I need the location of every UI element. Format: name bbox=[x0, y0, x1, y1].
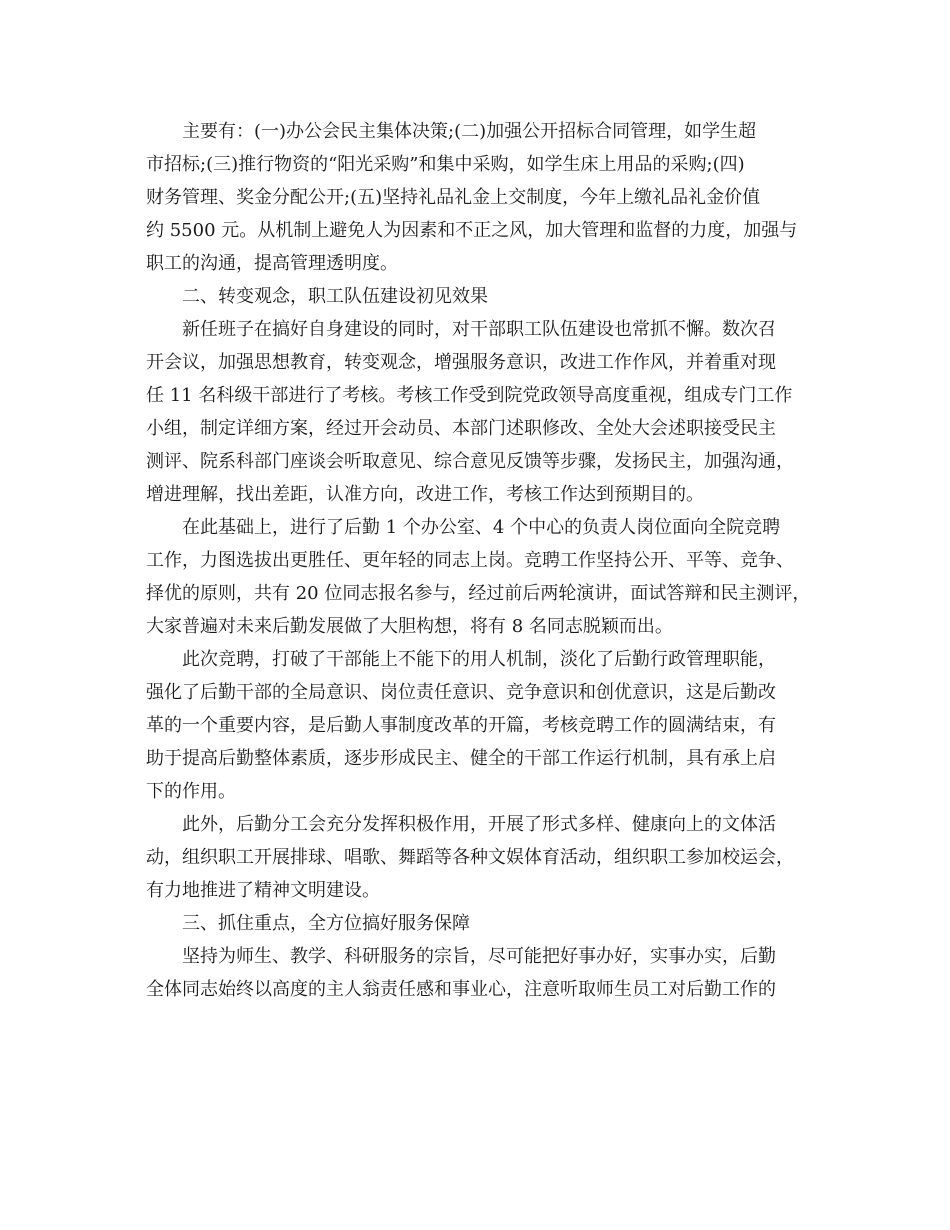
text-line: 测评、院系科部门座谈会听取意见、综合意见反馈等步骤，发扬民主，加强沟通， bbox=[146, 451, 794, 472]
text-line: 约 5500 元。从机制上避免人为因素和不正之风，加大管理和监督的力度，加强与 bbox=[146, 220, 798, 241]
text-line: 工作，力图选拔出更胜任、更年轻的同志上岗。竞聘工作坚持公开、平等、竞争、 bbox=[146, 550, 794, 571]
text-line: 择优的原则，共有 20 位同志报名参与，经过前后两轮演讲，面试答辩和民主测评， bbox=[146, 583, 811, 604]
text-line: 市招标;(三)推行物资的“阳光采购”和集中采购，如学生床上用品的采购;(四) bbox=[146, 154, 745, 175]
text-line: 助于提高后勤整体素质，逐步形成民主、健全的干部工作运行机制，具有承上启 bbox=[146, 748, 776, 769]
text-line: 在此基础上，进行了后勤 1 个办公室、4 个中心的负责人岗位面向全院竞聘 bbox=[182, 517, 781, 538]
text-line: 主要有：(一)办公会民主集体决策;(二)加强公开招标合同管理，如学生超 bbox=[182, 121, 757, 142]
text-line: 大家普遍对未来后勤发展做了大胆构想，将有 8 名同志脱颖而出。 bbox=[146, 616, 673, 637]
text-line: 职工的沟通，提高管理透明度。 bbox=[146, 253, 398, 274]
text-line: 强化了后勤干部的全局意识、岗位责任意识、竞争意识和创优意识，这是后勤改 bbox=[146, 682, 776, 703]
section-heading: 二、转变观念，职工队伍建设初见效果 bbox=[182, 286, 488, 307]
text-line: 此次竞聘，打破了干部能上不能下的用人机制，淡化了后勤行政管理职能， bbox=[182, 649, 776, 670]
text-line: 任 11 名科级干部进行了考核。考核工作受到院党政领导高度重视，组成专门工作 bbox=[146, 385, 793, 406]
text-line: 全体同志始终以高度的主人翁责任感和事业心，注意听取师生员工对后勤工作的 bbox=[146, 979, 776, 1000]
text-line: 小组，制定详细方案，经过开会动员、本部门述职修改、全处大会述职接受民主 bbox=[146, 418, 776, 439]
text-line: 有力地推进了精神文明建设。 bbox=[146, 880, 380, 901]
text-line: 动，组织职工开展排球、唱歌、舞蹈等各种文娱体育活动，组织职工参加校运会， bbox=[146, 847, 794, 868]
section-heading: 三、抓住重点，全方位搞好服务保障 bbox=[182, 913, 470, 934]
text-line: 增进理解，找出差距，认准方向，改进工作，考核工作达到预期目的。 bbox=[146, 484, 704, 505]
text-line: 下的作用。 bbox=[146, 781, 236, 802]
text-line: 此外，后勤分工会充分发挥积极作用，开展了形式多样、健康向上的文体活 bbox=[182, 814, 776, 835]
text-line: 财务管理、奖金分配公开;(五)坚持礼品礼金上交制度，今年上缴礼品礼金价值 bbox=[146, 187, 761, 208]
text-line: 革的一个重要内容，是后勤人事制度改革的开篇，考核竞聘工作的圆满结束，有 bbox=[146, 715, 776, 736]
text-line: 新任班子在搞好自身建设的同时，对干部职工队伍建设也常抓不懈。数次召 bbox=[182, 319, 776, 340]
text-line: 坚持为师生、教学、科研服务的宗旨，尽可能把好事办好，实事办实，后勤 bbox=[182, 946, 776, 967]
text-line: 开会议，加强思想教育，转变观念，增强服务意识，改进工作作风，并着重对现 bbox=[146, 352, 776, 373]
